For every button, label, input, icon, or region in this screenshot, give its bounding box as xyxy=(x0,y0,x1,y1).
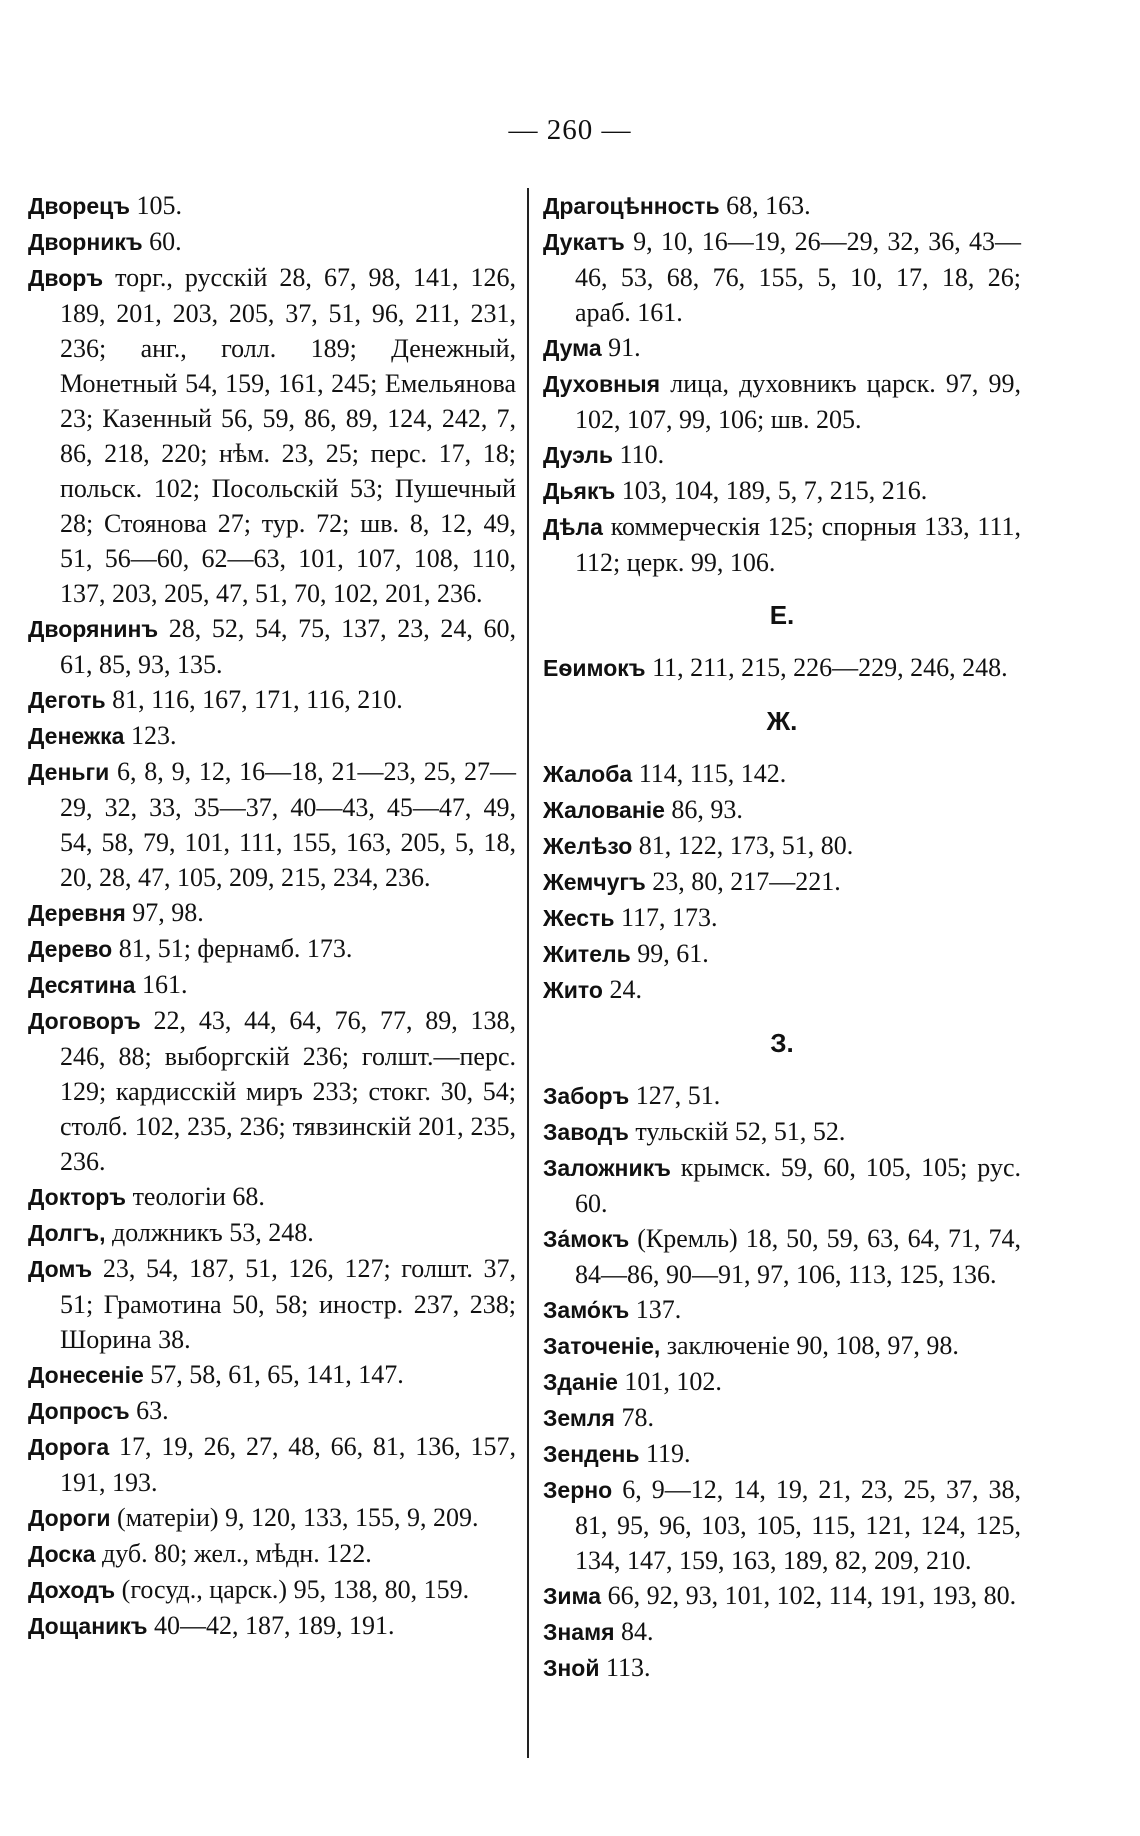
entry-references: 137. xyxy=(635,1295,682,1324)
entry-references: 11, 211, 215, 226—229, 246, 248. xyxy=(652,653,1008,682)
entry-headword: Деревня xyxy=(28,900,126,926)
index-entry xyxy=(543,650,1021,686)
entry-headword: Заводъ xyxy=(543,1119,629,1145)
index-entry xyxy=(28,1215,516,1251)
entry-references: 123. xyxy=(130,721,177,750)
entry-headword: Дворянинъ xyxy=(28,616,159,642)
entry-references: 40—42, 187, 189, 191. xyxy=(154,1611,395,1640)
index-entry xyxy=(543,792,1021,828)
index-column-left xyxy=(28,188,516,1644)
entry-headword: Драгоцѣнность xyxy=(543,193,720,219)
column-divider xyxy=(527,188,529,1758)
entry-references: (Кремль) 18, 50, 59, 63, 64, 71, 74, 84—86, 90—91, 97, 106, 113, 125, 136. xyxy=(575,1224,1022,1289)
entry-headword: Докторъ xyxy=(28,1184,127,1210)
index-entry xyxy=(543,1328,1021,1364)
entry-references: (матеріи) 9, 120, 133, 155, 9, 209. xyxy=(117,1503,479,1532)
index-entry xyxy=(543,1114,1021,1150)
entry-references: 66, 92, 93, 101, 102, 114, 191, 193, 80. xyxy=(607,1581,1017,1610)
entry-headword: Долгъ, xyxy=(28,1220,106,1246)
entry-headword: Деготь xyxy=(28,687,106,713)
entry-references: 99, 61. xyxy=(637,939,709,968)
index-entry xyxy=(543,1292,1021,1328)
entry-references: 81, 51; фернамб. 173. xyxy=(118,934,353,963)
entry-headword: Жалоба xyxy=(543,761,633,787)
entry-references: 84. xyxy=(621,1617,654,1646)
entry-references: 86, 93. xyxy=(671,795,743,824)
entry-references: 101, 102. xyxy=(624,1367,722,1396)
index-entry xyxy=(28,895,516,931)
entry-references: 103, 104, 189, 5, 7, 215, 216. xyxy=(621,476,928,505)
entry-headword: Духовныя xyxy=(543,371,661,397)
index-entry xyxy=(543,1650,1021,1686)
index-entry xyxy=(28,1572,516,1608)
entry-headword: Зерно xyxy=(543,1477,613,1503)
index-entry xyxy=(28,260,516,611)
index-entry xyxy=(543,1472,1021,1578)
entry-references: крымск. 59, 60, 105, 105; рус. 60. xyxy=(575,1153,1022,1218)
index-entry xyxy=(28,754,516,895)
entry-references: тульскій 52, 51, 52. xyxy=(635,1117,846,1146)
entry-headword: Дьякъ xyxy=(543,478,616,504)
entry-references: 60. xyxy=(149,227,182,256)
index-entry xyxy=(28,967,516,1003)
entry-headword: Жалованіе xyxy=(543,797,665,823)
entry-headword: Замо́къ xyxy=(543,1297,630,1323)
entry-references: 63. xyxy=(136,1396,169,1425)
entry-headword: Дукатъ xyxy=(543,229,625,255)
entry-headword: Знамя xyxy=(543,1619,615,1645)
entry-references: 57, 58, 61, 65, 141, 147. xyxy=(150,1360,404,1389)
index-entry xyxy=(28,1536,516,1572)
index-entry xyxy=(28,931,516,967)
entry-headword: Договоръ xyxy=(28,1008,141,1034)
entry-references: 117, 173. xyxy=(620,903,718,932)
entry-references: 6, 9—12, 14, 19, 21, 23, 25, 37, 38, 81, 95, 96, 103, 105, 115, 121, 124, 125, 134, 147, 159, 163, 189, 82, 209, 210. xyxy=(575,1475,1022,1575)
entry-headword: Житель xyxy=(543,941,631,967)
entry-headword: Дума xyxy=(543,335,602,361)
entry-references: 23, 80, 217—221. xyxy=(652,867,841,896)
index-entry xyxy=(543,828,1021,864)
entry-references: 68, 163. xyxy=(726,191,811,220)
index-entry xyxy=(28,1429,516,1500)
entry-headword: Донесеніе xyxy=(28,1362,144,1388)
entry-headword: Жито xyxy=(543,977,603,1003)
entry-references: 161. xyxy=(141,970,188,999)
index-entry xyxy=(543,1221,1021,1292)
index-entry xyxy=(543,864,1021,900)
entry-references: лица, духовникъ царск. 97, 99, 102, 107, 99, 106; шв. 205. xyxy=(575,369,1022,434)
entry-headword: Домъ xyxy=(28,1256,93,1282)
entry-headword: Допросъ xyxy=(28,1398,130,1424)
entry-references: 6, 8, 9, 12, 16—18, 21—23, 25, 27—29, 32, 33, 35—37, 40—43, 45—47, 49, 54, 58, 79, 101, 111, 155, 163, 205, 5, 18, 20, 28, 47, 105, 209, 215, 234, 236. xyxy=(60,757,517,892)
page-number: — 260 — xyxy=(508,114,632,146)
entry-headword: Зима xyxy=(543,1583,602,1609)
index-entry xyxy=(28,1393,516,1429)
entry-references: дуб. 80; жел., мѣдн. 122. xyxy=(102,1539,372,1568)
entry-headword: Дорога xyxy=(28,1434,110,1460)
entry-headword: Заложникъ xyxy=(543,1155,671,1181)
index-entry xyxy=(543,437,1021,473)
index-column-right xyxy=(543,188,1021,1686)
index-entry xyxy=(543,330,1021,366)
entry-references: 28, 52, 54, 75, 137, 23, 24, 60, 61, 85, 93, 135. xyxy=(60,614,517,679)
entry-references: 97, 98. xyxy=(132,898,204,927)
entry-headword: Доска xyxy=(28,1541,96,1567)
index-entry xyxy=(543,509,1021,580)
index-entry xyxy=(543,366,1021,437)
index-entry xyxy=(543,972,1021,1008)
section-letter-heading: З. xyxy=(770,1028,794,1058)
index-entry xyxy=(543,224,1021,330)
entry-headword: Зендень xyxy=(543,1441,640,1467)
section-letter-heading: Ж. xyxy=(766,706,798,736)
index-entry xyxy=(543,1364,1021,1400)
entry-references: 22, 43, 44, 64, 76, 77, 89, 138, 246, 88; выборгскій 236; голшт.—перс. 129; кардисскій миръ 233; стокг. 30, 54; столб. 102, 235, 236; тявзинскій 201, 235, 236. xyxy=(60,1006,516,1176)
index-entry xyxy=(28,224,516,260)
entry-headword: Дворъ xyxy=(28,265,104,291)
index-entry xyxy=(543,1400,1021,1436)
entry-references: 110. xyxy=(619,440,665,469)
entry-headword: Жемчугъ xyxy=(543,869,646,895)
index-entry xyxy=(543,1436,1021,1472)
entry-references: 23, 54, 187, 51, 126, 127; голшт. 37, 51; Грамотина 50, 58; иностр. 237, 238; Шорина 38. xyxy=(60,1254,516,1354)
entry-references: 17, 19, 26, 27, 48, 66, 81, 136, 157, 191, 193. xyxy=(60,1432,516,1497)
entry-references: 127, 51. xyxy=(635,1081,721,1110)
entry-headword: Земля xyxy=(543,1405,615,1431)
section-letter-heading: Е. xyxy=(769,600,795,630)
index-entry xyxy=(543,1150,1021,1221)
entry-headword: Дѣла xyxy=(543,514,603,540)
entry-headword: Дерево xyxy=(28,936,113,962)
entry-headword: Дороги xyxy=(28,1505,111,1531)
index-entry xyxy=(543,936,1021,972)
entry-references: 24. xyxy=(609,975,642,1004)
entry-references: 9, 10, 16—19, 26—29, 32, 36, 43—46, 53, 68, 76, 155, 5, 10, 17, 18, 26; араб. 161. xyxy=(575,227,1022,327)
index-entry xyxy=(28,718,516,754)
index-entry xyxy=(28,1003,516,1179)
index-entry xyxy=(543,1578,1021,1614)
entry-headword: Доходъ xyxy=(28,1577,116,1603)
index-entry xyxy=(28,1608,516,1644)
entry-references: 81, 122, 173, 51, 80. xyxy=(638,831,854,860)
entry-headword: Зной xyxy=(543,1655,600,1681)
entry-headword: Дуэль xyxy=(543,442,614,468)
entry-references: 114, 115, 142. xyxy=(638,759,787,788)
entry-references: (госуд., царск.) 95, 138, 80, 159. xyxy=(121,1575,470,1604)
index-entry xyxy=(543,1614,1021,1650)
entry-headword: Деньги xyxy=(28,759,110,785)
entry-references: 91. xyxy=(608,333,641,362)
entry-headword: Зданіе xyxy=(543,1369,618,1395)
entry-references: 113. xyxy=(606,1653,651,1682)
entry-references: теологіи 68. xyxy=(132,1182,265,1211)
index-entry xyxy=(28,682,516,718)
entry-references: 119. xyxy=(646,1439,691,1468)
index-entry xyxy=(28,1251,516,1357)
entry-headword: Заточеніе, xyxy=(543,1333,661,1359)
entry-headword: За́мокъ xyxy=(543,1226,630,1252)
entry-references: заключеніе 90, 108, 97, 98. xyxy=(666,1331,959,1360)
entry-references: 105. xyxy=(136,191,183,220)
index-entry xyxy=(543,188,1021,224)
entry-references: 81, 116, 167, 171, 116, 210. xyxy=(112,685,403,714)
entry-headword: Еѳимокъ xyxy=(543,655,646,681)
entry-headword: Десятина xyxy=(28,972,136,998)
index-entry xyxy=(28,1357,516,1393)
index-entry xyxy=(28,188,516,224)
entry-headword: Денежка xyxy=(28,723,125,749)
entry-references: 78. xyxy=(621,1403,654,1432)
index-entry xyxy=(543,1078,1021,1114)
index-entry xyxy=(28,1500,516,1536)
index-entry xyxy=(28,1179,516,1215)
index-entry xyxy=(543,473,1021,509)
entry-headword: Дворецъ xyxy=(28,193,131,219)
entry-headword: Дощаникъ xyxy=(28,1613,148,1639)
entry-headword: Жесть xyxy=(543,905,615,931)
entry-references: должникъ 53, 248. xyxy=(112,1218,314,1247)
index-entry xyxy=(543,756,1021,792)
index-entry xyxy=(28,611,516,682)
index-entry xyxy=(543,900,1021,936)
entry-headword: Дворникъ xyxy=(28,229,143,255)
entry-references: коммерческія 125; спорныя 133, 111, 112; церк. 99, 106. xyxy=(575,512,1022,577)
entry-headword: Заборъ xyxy=(543,1083,630,1109)
entry-headword: Желѣзо xyxy=(543,833,633,859)
entry-references: торг., русскій 28, 67, 98, 141, 126, 189, 201, 203, 205, 37, 51, 96, 211, 231, 236; анг., голл. 189; Денежный, Монетный 54, 159, 161, 245; Емельянова 23; Казенный 56, 59, 86, 89, 124, 242, 7, 86, 218, 220; нѣм. 23, 25; перс. 17, 18; польск. 102; Посольскій 53; Пушечный 28; Стоянова 27; тур. 72; шв. 8, 12, 49, 51, 56—60, 62—63, 101, 107, 108, 110, 137, 203, 205, 47, 51, 70, 102, 201, 236. xyxy=(60,263,517,608)
